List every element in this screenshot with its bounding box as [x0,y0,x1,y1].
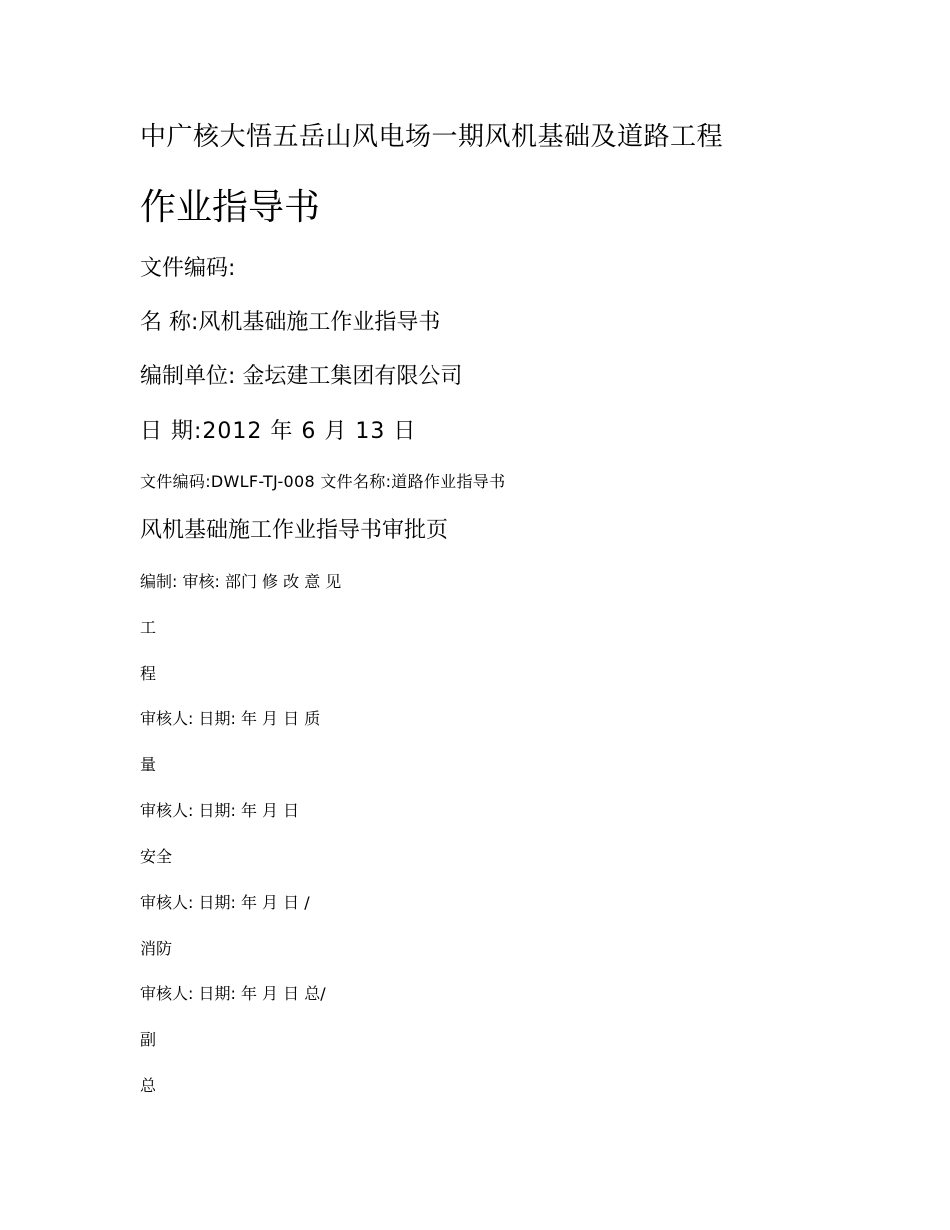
approval-line: 审核人: 日期: 年 月 日 质 [140,709,321,728]
approval-line: 总 [140,1076,157,1095]
approval-line: 消防 [140,939,173,958]
approval-line: 安全 [140,847,173,866]
file-code-line: 文件编码:DWLF-TJ-008 文件名称:道路作业指导书 [140,472,506,491]
file-code-label: 文件编码: [140,256,236,281]
approval-page-title: 风机基础施工作业指导书审批页 [140,518,449,543]
approval-line: 编制: 审核: 部门 修 改 意 见 [140,572,342,591]
document-name: 名 称:风机基础施工作业指导书 [140,310,441,335]
compiling-unit: 编制单位: 金坛建工集团有限公司 [140,364,463,389]
document-title-line1: 中广核大悟五岳山风电场一期风机基础及道路工程 [140,122,724,152]
approval-line: 审核人: 日期: 年 月 日 / [140,893,310,912]
approval-line: 审核人: 日期: 年 月 日 [140,801,300,820]
approval-line: 审核人: 日期: 年 月 日 总/ [140,984,326,1003]
approval-line: 程 [140,664,157,683]
approval-line: 工 [140,618,157,637]
approval-line: 量 [140,755,157,774]
approval-line: 副 [140,1030,157,1049]
document-date: 日 期:2012 年 6 月 13 日 [140,419,417,444]
document-title-line2: 作业指导书 [140,187,321,228]
